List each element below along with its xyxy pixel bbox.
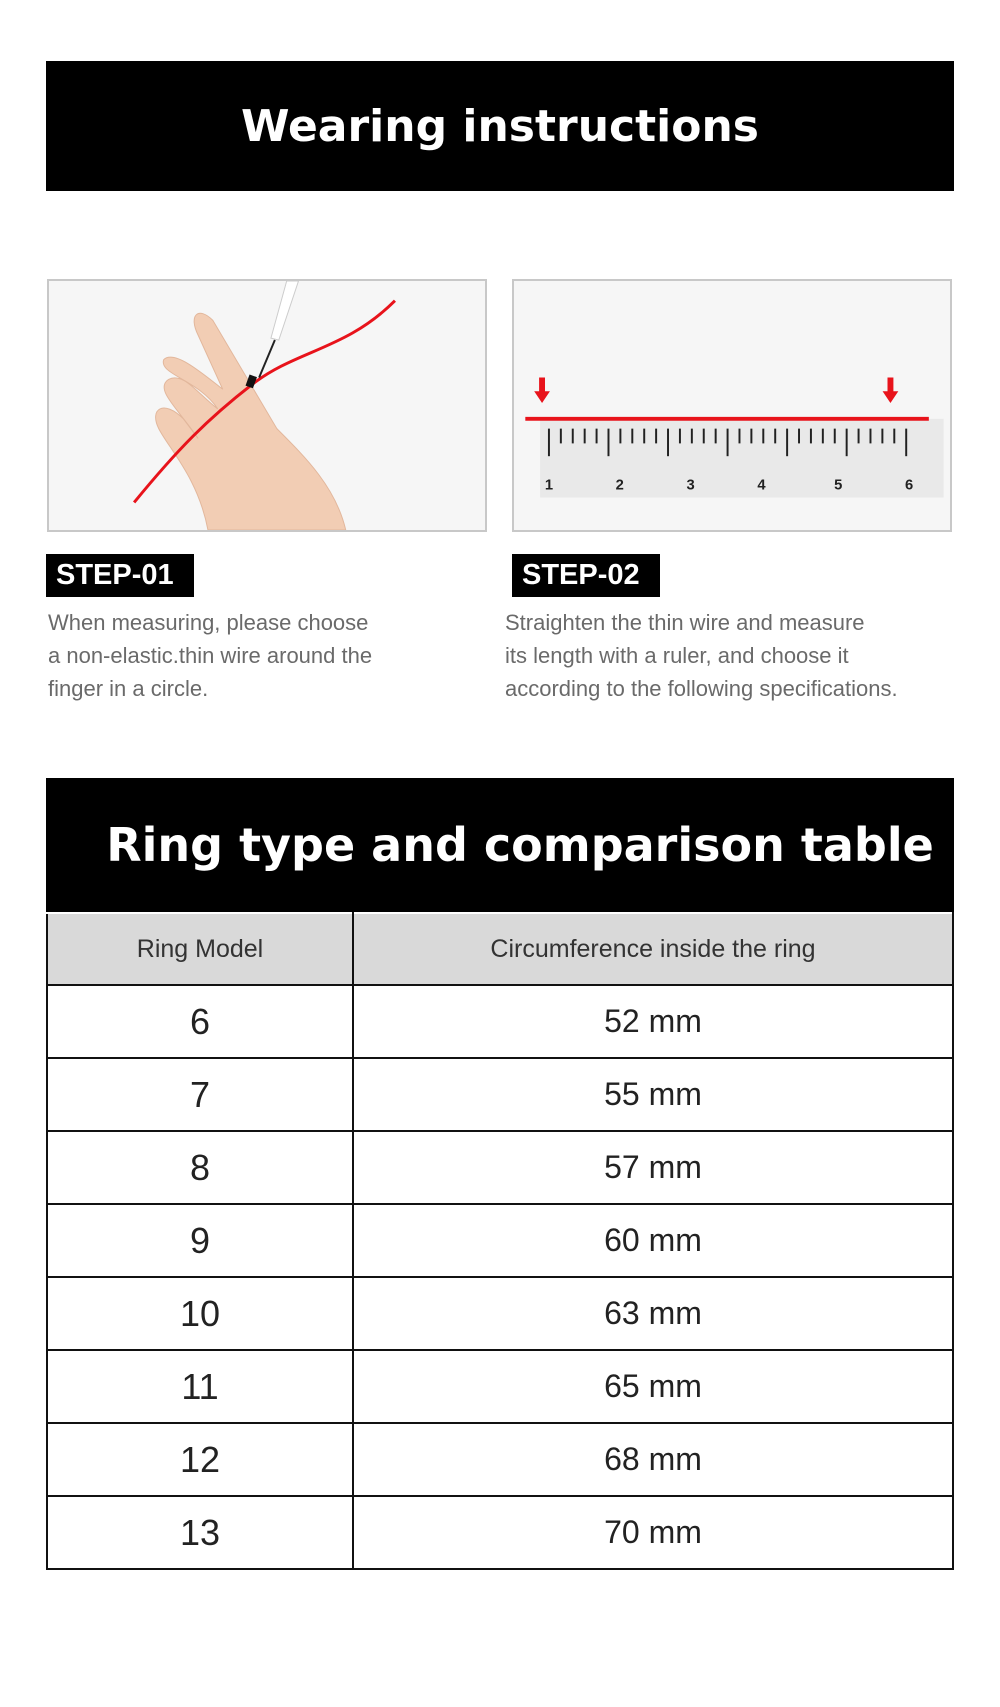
ruler-tick-label: 3 [686, 477, 695, 494]
circumference-cell: 65 mm [353, 1350, 953, 1423]
hand-wire-illustration [49, 281, 485, 530]
ring-model-cell: 7 [47, 1058, 353, 1131]
ring-size-table [46, 912, 954, 1570]
circumference-cell: 52 mm [353, 985, 953, 1058]
table-row [47, 985, 953, 1058]
table-title-banner [46, 778, 954, 912]
circumference-cell: 60 mm [353, 1204, 953, 1277]
circumference-cell: 68 mm [353, 1423, 953, 1496]
table-header-row [47, 913, 953, 985]
step1-illustration [47, 279, 487, 532]
table-row [47, 1423, 953, 1496]
step-02-label: STEP-02 [512, 554, 660, 597]
desc-line: finger in a circle. [48, 676, 209, 701]
desc-line: When measuring, please choose [48, 610, 369, 635]
circumference-cell: 63 mm [353, 1277, 953, 1350]
desc-line: according to the following specifications. [505, 676, 898, 701]
ruler-tick-label: 4 [757, 477, 766, 494]
page-title: Wearing instructions [240, 100, 759, 152]
ruler-illustration [514, 281, 950, 530]
desc-line: its length with a ruler, and choose it [505, 643, 849, 668]
ring-model-cell: 11 [47, 1350, 353, 1423]
column-header-circumference: Circumference inside the ring [353, 913, 953, 985]
ring-model-cell: 13 [47, 1496, 353, 1569]
ring-model-cell: 10 [47, 1277, 353, 1350]
ruler-tick-label: 5 [834, 477, 843, 494]
desc-line: Straighten the thin wire and measure [505, 610, 865, 635]
ring-model-cell: 12 [47, 1423, 353, 1496]
table-row [47, 1277, 953, 1350]
ruler-tick-label: 2 [615, 477, 624, 494]
ring-model-cell: 9 [47, 1204, 353, 1277]
ruler-tick-label: 6 [905, 477, 914, 494]
arrow-down-icon [534, 377, 550, 403]
arrow-down-icon [883, 377, 899, 403]
table-row [47, 1350, 953, 1423]
circumference-cell: 70 mm [353, 1496, 953, 1569]
table-row [47, 1131, 953, 1204]
table-title: Ring type and comparison table [106, 818, 934, 872]
table-row [47, 1204, 953, 1277]
ring-model-cell: 8 [47, 1131, 353, 1204]
ruler-tick-label: 1 [544, 477, 554, 494]
desc-line: a non-elastic.thin wire around the [48, 643, 373, 668]
step2-illustration [512, 279, 952, 532]
wearing-instructions-banner [46, 61, 954, 191]
table-row [47, 1496, 953, 1569]
table-row [47, 1058, 953, 1131]
step-02-description [505, 606, 975, 705]
circumference-cell: 57 mm [353, 1131, 953, 1204]
circumference-cell: 55 mm [353, 1058, 953, 1131]
ring-model-cell: 6 [47, 985, 353, 1058]
step-01-label: STEP-01 [46, 554, 194, 597]
column-header-ring-model: Ring Model [47, 913, 353, 985]
step-01-description [48, 606, 468, 705]
